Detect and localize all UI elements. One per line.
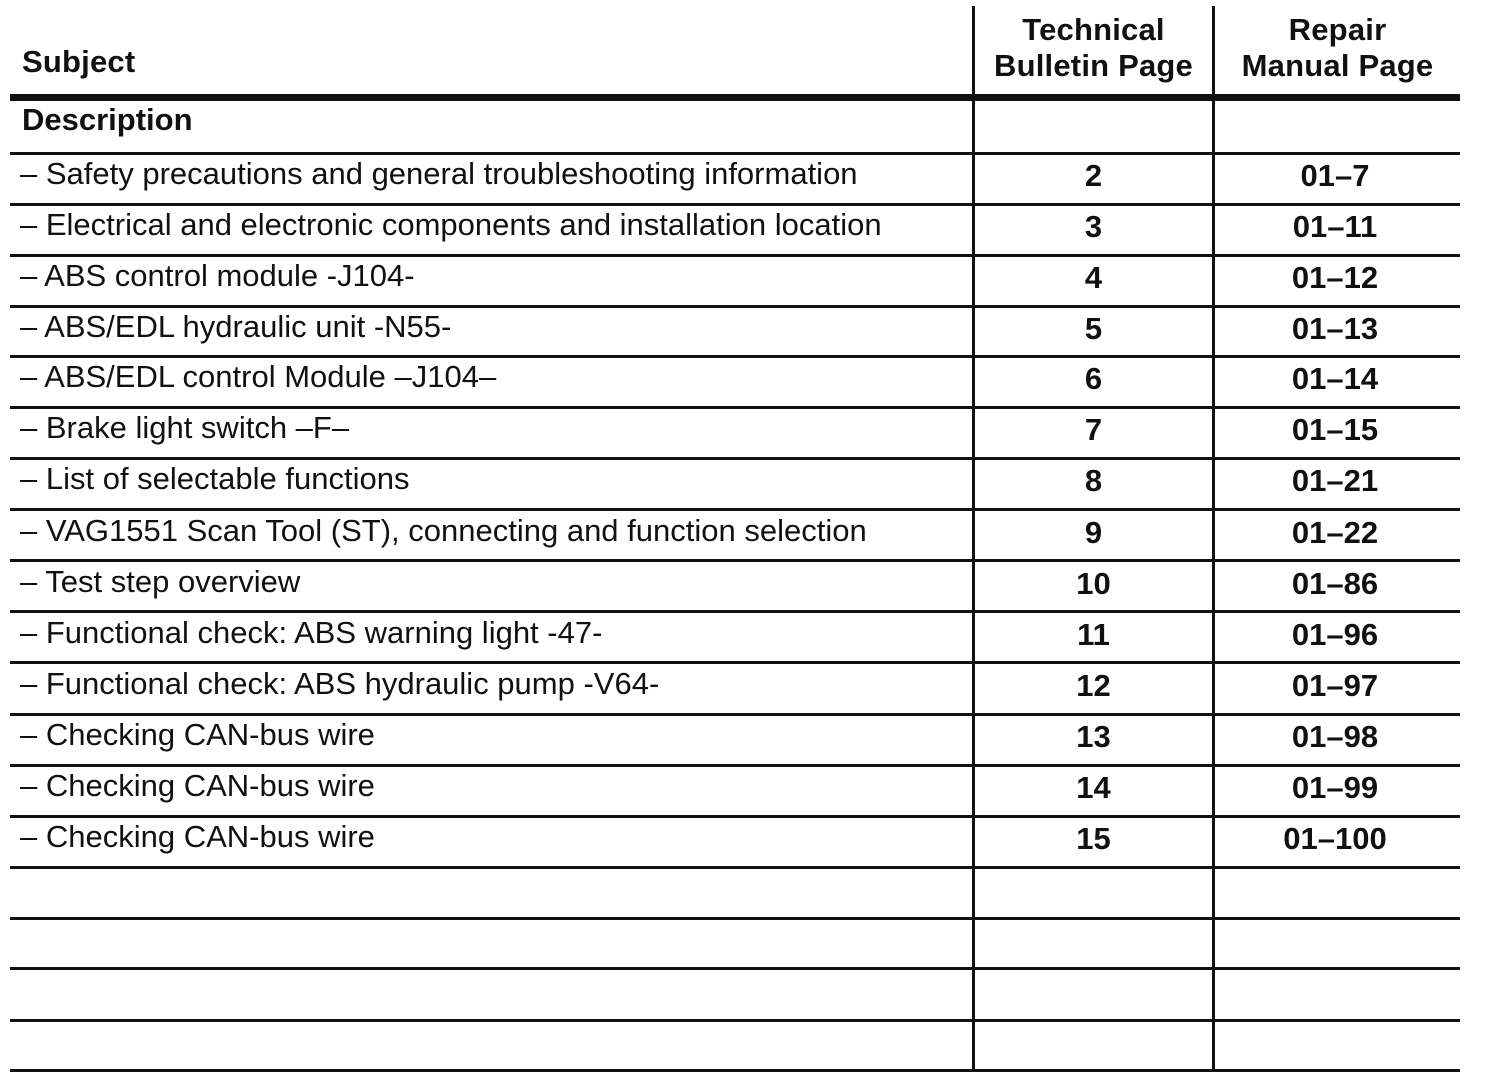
row-rm-page: 01–100 (1283, 821, 1387, 856)
row-rm-page: 01–86 (1291, 566, 1379, 601)
header-rm-line2: Manual Page (1241, 48, 1434, 83)
row-subject: – VAG1551 Scan Tool (ST), connecting and function selection (20, 513, 867, 548)
table-row (0, 255, 1504, 306)
header-tb-line2: Bulletin Page (994, 48, 1193, 83)
row-tb-page: 4 (1084, 260, 1103, 295)
row-divider (10, 917, 1460, 920)
table-row (0, 204, 1504, 255)
row-subject: – Test step overview (20, 564, 301, 599)
table-row (0, 458, 1504, 509)
row-tb-page: 7 (1084, 412, 1103, 447)
row-subject: – Checking CAN-bus wire (20, 768, 375, 803)
section-title: Description (22, 102, 193, 137)
table-row (0, 561, 1504, 612)
row-tb-page: 2 (1084, 158, 1103, 193)
row-subject: – Checking CAN-bus wire (20, 819, 375, 854)
table-row (0, 765, 1504, 816)
table-row (0, 306, 1504, 357)
row-tb-page: 6 (1084, 361, 1103, 396)
row-tb-page: 12 (1076, 668, 1111, 703)
row-rm-page: 01–11 (1292, 209, 1378, 244)
header-tb-line1: Technical (1022, 12, 1165, 47)
row-divider (10, 1019, 1460, 1022)
header-rule (10, 94, 1460, 101)
row-rm-page: 01–96 (1291, 617, 1379, 652)
table-row (0, 714, 1504, 765)
header-rm-line1: Repair (1288, 12, 1387, 47)
table-row (0, 816, 1504, 867)
table-row (0, 510, 1504, 561)
row-rm-page: 01–98 (1291, 719, 1379, 754)
row-rm-page: 01–21 (1291, 463, 1379, 498)
row-subject: – Checking CAN-bus wire (20, 717, 375, 752)
row-divider (10, 1069, 1460, 1072)
row-rm-page: 01–14 (1291, 361, 1379, 396)
header-subject: Subject (22, 44, 136, 79)
row-subject: – ABS/EDL control Module –J104– (20, 359, 497, 394)
row-subject: – ABS control module -J104- (20, 258, 415, 293)
row-tb-page: 5 (1084, 311, 1103, 346)
row-tb-page: 13 (1076, 719, 1111, 754)
row-rm-page: 01–12 (1291, 260, 1379, 295)
table-row (0, 663, 1504, 714)
row-tb-page: 15 (1076, 821, 1111, 856)
header-repair-manual-page (1215, 12, 1460, 84)
header-technical-bulletin-page (975, 12, 1212, 84)
row-rm-page: 01–22 (1291, 515, 1379, 550)
row-subject: – ABS/EDL hydraulic unit -N55- (20, 309, 452, 344)
row-rm-page: 01–99 (1291, 770, 1379, 805)
table-row (0, 153, 1504, 204)
row-divider (10, 866, 1460, 869)
row-subject: – Electrical and electronic components and installation location (20, 207, 882, 242)
row-rm-page: 01–7 (1300, 158, 1370, 193)
row-tb-page: 9 (1084, 515, 1103, 550)
row-rm-page: 01–97 (1291, 668, 1379, 703)
table-row (0, 407, 1504, 458)
row-rm-page: 01–15 (1291, 412, 1379, 447)
table-row (0, 356, 1504, 407)
row-tb-page: 3 (1084, 209, 1103, 244)
row-tb-page: 11 (1077, 617, 1110, 652)
table-row (0, 612, 1504, 663)
row-subject: – Safety precautions and general troubleshooting information (20, 156, 858, 191)
row-tb-page: 14 (1076, 770, 1111, 805)
row-subject: – List of selectable functions (20, 461, 410, 496)
row-subject: – Brake light switch –F– (20, 410, 350, 445)
row-subject: – Functional check: ABS hydraulic pump -V64- (20, 666, 660, 701)
row-tb-page: 10 (1076, 566, 1111, 601)
row-divider (10, 967, 1460, 970)
row-tb-page: 8 (1084, 463, 1103, 498)
row-rm-page: 01–13 (1291, 311, 1379, 346)
row-subject: – Functional check: ABS warning light -47- (20, 615, 603, 650)
